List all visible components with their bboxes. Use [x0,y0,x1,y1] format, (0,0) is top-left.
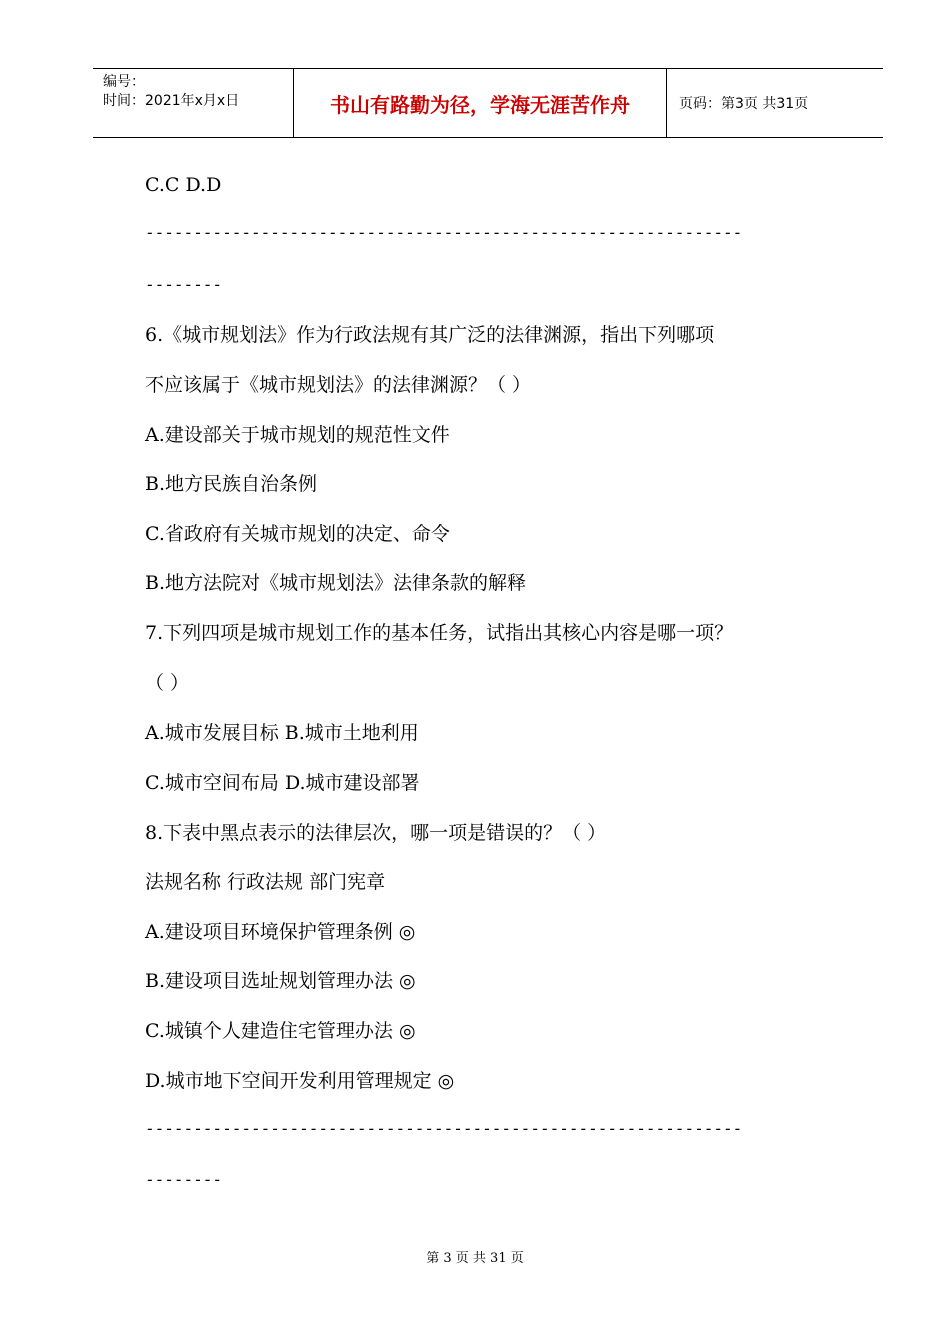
question-6-cont: 不应该属于《城市规划法》的法律渊源？（ ） [145,374,532,396]
question-7-cont: （ ） [145,672,190,694]
separator-line: -------------------------------------------------------------- [145,1119,743,1138]
document-time-label: 时间：2021年x月x日 [103,93,240,109]
option-line: B.地方法院对《城市规划法》法律条款的解释 [145,572,527,594]
separator-line-end: -------- [145,275,223,294]
option-line: C.城市空间布局 D.城市建设部署 [145,772,420,794]
separator-line: -------------------------------------------------------------- [145,223,743,242]
page-footer: 第 3 页 共 31 页 [426,1251,524,1266]
header-motto-cell [294,69,667,137]
table-header-line: 法规名称 行政法规 部门宪章 [145,871,386,893]
header-page-cell [667,69,883,137]
option-line: A.建设部关于城市规划的规范性文件 [145,424,450,446]
option-line: B.地方民族自治条例 [145,473,318,495]
header-page-info: 页码：第3页 共31页 [679,96,809,112]
option-line: D.城市地下空间开发利用管理规定 ◎ [145,1070,455,1092]
header-motto: 书山有路勤为径，学海无涯苦作舟 [330,92,630,117]
header-meta-cell [93,69,294,137]
option-line: A.建设项目环境保护管理条例 ◎ [145,921,416,943]
option-line: C.城镇个人建造住宅管理办法 ◎ [145,1020,416,1042]
option-line: C.省政府有关城市规划的决定、命令 [145,523,450,545]
answer-options-line: C.C D.D [145,174,222,196]
question-8: 8.下表中黑点表示的法律层次，哪一项是错误的？（ ） [145,822,607,844]
separator-line-end: -------- [145,1170,223,1189]
option-line: A.城市发展目标 B.城市土地利用 [145,722,419,744]
page-header [93,68,883,138]
option-line: B.建设项目选址规划管理办法 ◎ [145,970,416,992]
document-number-label: 编号： [103,74,145,90]
question-6: 6.《城市规划法》作为行政法规有其广泛的法律渊源，指出下列哪项 [145,324,715,346]
question-7: 7.下列四项是城市规划工作的基本任务，试指出其核心内容是哪一项？ [145,622,734,644]
